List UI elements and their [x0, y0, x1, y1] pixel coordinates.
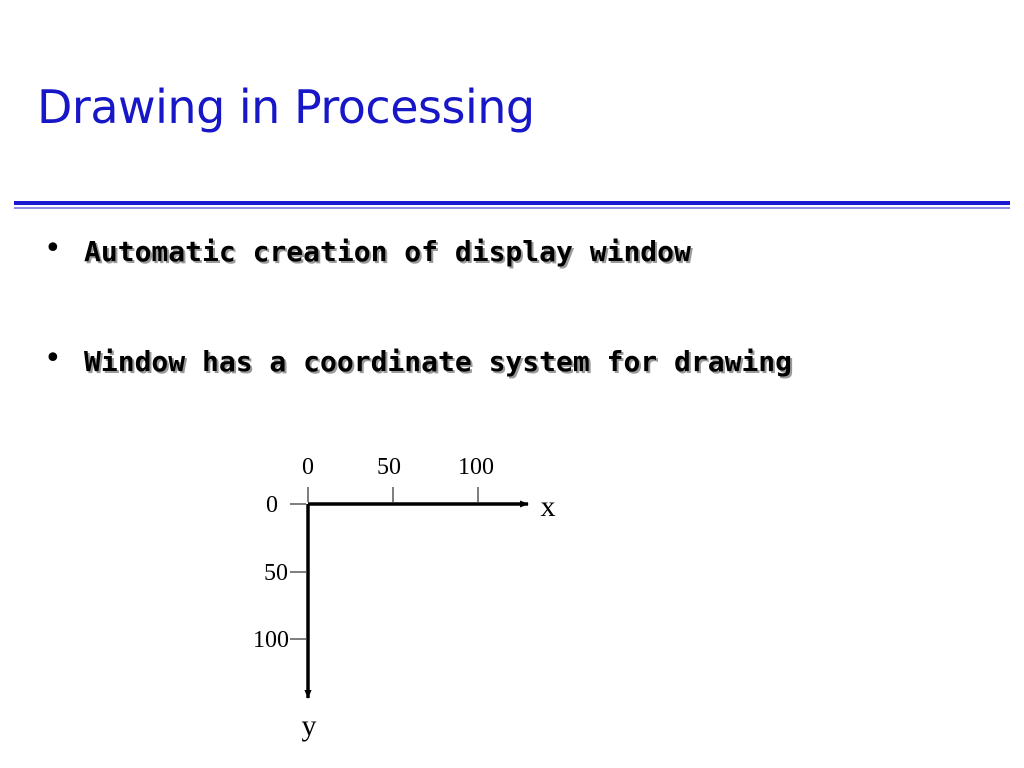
- x-axis-label: x: [540, 490, 556, 523]
- bullet-dot-icon: •: [44, 231, 62, 266]
- y-tick-label: 0: [266, 492, 278, 518]
- y-tick-label: 100: [253, 627, 289, 653]
- x-tick-label: 100: [458, 454, 494, 480]
- x-tick-label: 0: [302, 454, 314, 480]
- bullet-text: Window has a coordinate system for drawing: [84, 345, 793, 378]
- bullet-dot-icon: •: [44, 341, 62, 376]
- slide-title: Drawing in Processing: [37, 80, 535, 134]
- y-tick-label: 50: [264, 560, 288, 586]
- x-tick-label: 50: [377, 454, 401, 480]
- y-axis-label: y: [301, 709, 317, 742]
- bullet-text: Automatic creation of display window: [84, 235, 691, 268]
